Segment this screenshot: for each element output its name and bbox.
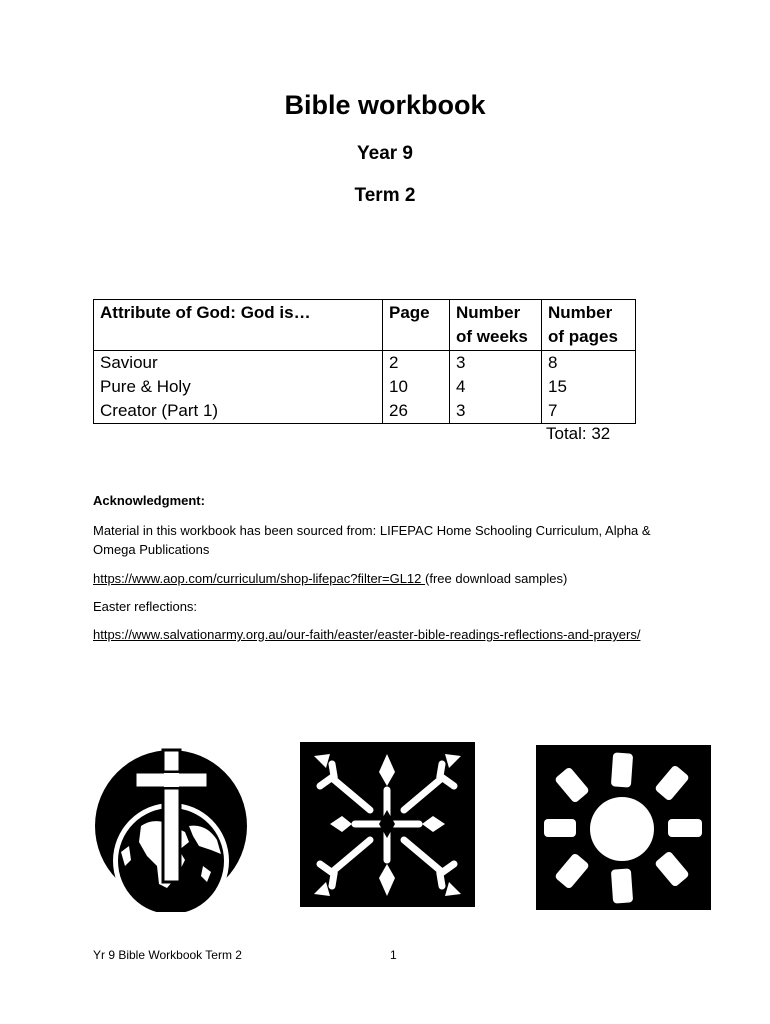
salvation-army-link[interactable]: https://www.salvationarmy.org.au/our-faith/easter/easter-bible-readings-reflections-and-prayers/	[93, 627, 641, 642]
easter-link-line	[93, 625, 640, 644]
document-title: Bible workbook	[284, 90, 486, 120]
table-row	[94, 351, 636, 376]
table-row	[94, 375, 636, 399]
year-heading: Year 9	[357, 143, 413, 164]
attributes-table	[93, 299, 636, 424]
table-row	[94, 399, 636, 424]
term-heading: Term 2	[354, 185, 416, 206]
cell-pages: 7	[542, 399, 636, 424]
page-number: 1	[390, 948, 397, 962]
cell-pages: 8	[542, 351, 636, 376]
cell-attribute: Pure & Holy	[94, 375, 383, 399]
lifepac-link[interactable]: https://www.aop.com/curriculum/shop-lifepac?filter=GL12	[93, 571, 426, 586]
header-weeks: Number of weeks	[450, 300, 542, 351]
cell-pages: 15	[542, 375, 636, 399]
cell-page: 2	[383, 351, 450, 376]
cell-weeks: 4	[450, 375, 542, 399]
link-note: (free download samples)	[425, 571, 568, 586]
cell-attribute: Creator (Part 1)	[94, 399, 383, 424]
cross-over-globe-icon	[93, 742, 250, 912]
cell-weeks: 3	[450, 399, 542, 424]
easter-label: Easter reflections:	[93, 599, 198, 614]
footer-title: Yr 9 Bible Workbook Term 2	[93, 948, 242, 962]
header-pages: Number of pages	[542, 300, 636, 351]
cell-weeks: 3	[450, 351, 542, 376]
source-link-line	[93, 569, 567, 588]
table-header-row	[94, 300, 636, 351]
acknowledgment-heading: Acknowledgment:	[93, 493, 205, 508]
cell-page: 26	[383, 399, 450, 424]
header-page: Page	[383, 300, 450, 351]
total-pages: Total: 32	[546, 424, 611, 443]
sun-icon	[536, 745, 711, 910]
header-attribute: Attribute of God: God is…	[94, 300, 383, 351]
cell-page: 10	[383, 375, 450, 399]
cell-attribute: Saviour	[94, 351, 383, 376]
snowflake-star-icon	[300, 742, 475, 907]
acknowledgment-text: Material in this workbook has been sourced from: LIFEPAC Home Schooling Curriculum, Alpha & Omega Publications	[93, 523, 651, 557]
